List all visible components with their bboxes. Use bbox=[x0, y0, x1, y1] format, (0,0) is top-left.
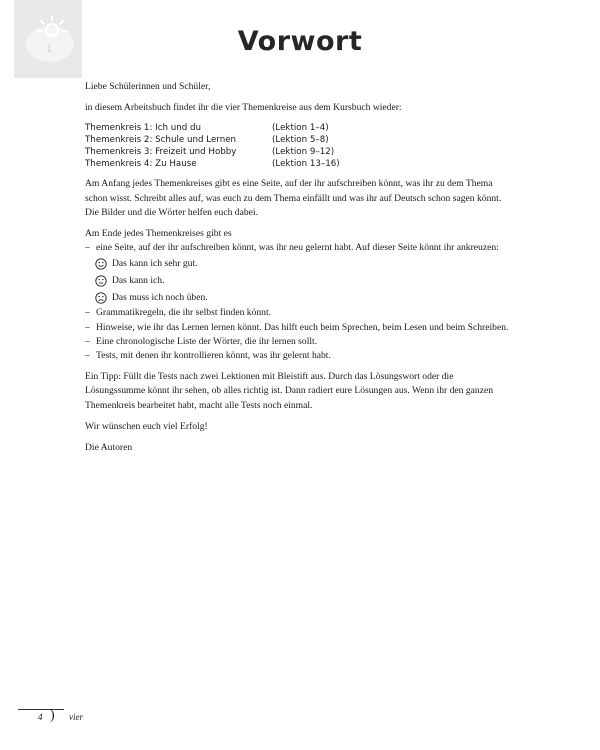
page-number-word: vier bbox=[69, 712, 83, 722]
themenkreis-name: Themenkreis 4: Zu Hause bbox=[85, 159, 197, 170]
themenkreis-name: Themenkreis 1: Ich und du bbox=[85, 123, 202, 134]
greeting: Liebe Schülerinnen und Schüler, bbox=[85, 81, 211, 92]
ende-intro: Am Ende jedes Themenkreises gibt es bbox=[85, 228, 232, 240]
list-item bbox=[85, 321, 515, 335]
list-item bbox=[85, 349, 515, 363]
themenkreis-row bbox=[85, 122, 515, 134]
themenkreis-list bbox=[85, 122, 515, 170]
sad-face-icon bbox=[95, 292, 107, 304]
list-dash: – bbox=[85, 242, 90, 254]
neutral-face-icon bbox=[95, 275, 107, 287]
list-item-text: Eine chronologische Liste der Wörter, die ihr lernen sollt. bbox=[96, 335, 318, 347]
signature: Die Autoren bbox=[85, 442, 133, 454]
themenkreis-lektion: (Lektion 9–12) bbox=[272, 147, 335, 158]
themenkreis-row bbox=[85, 158, 515, 170]
list-dash: – bbox=[85, 335, 90, 347]
foreword-body bbox=[85, 80, 515, 455]
list-item-text: Tests, mit denen ihr kontrollieren könnt, was ihr gelernt habt. bbox=[96, 350, 331, 362]
face-label: Das kann ich sehr gut. bbox=[112, 257, 198, 269]
themenkreis-name: Themenkreis 2: Schule und Lernen bbox=[85, 135, 237, 146]
face-row-happy bbox=[95, 255, 515, 272]
closing-text: Wir wünschen euch viel Erfolg! bbox=[85, 420, 208, 432]
list-item-text: Grammatikregeln, die ihr selbst finden könnt. bbox=[96, 307, 272, 319]
list-item-text: eine Seite, auf der ihr aufschreiben könnt, was ihr neu gelernt habt. Auf dieser Seite könnt ihr ankreuzen: bbox=[96, 242, 499, 254]
page-title: Vorwort bbox=[237, 26, 363, 57]
themenkreis-row bbox=[85, 146, 515, 158]
list-dash: – bbox=[85, 350, 90, 362]
themenkreis-name: Themenkreis 3: Freizeit und Hobby bbox=[85, 147, 237, 158]
list-item-text: Hinweise, wie ihr das Lernen lernen könnt. Das hilft euch beim Sprechen, beim Lesen und beim Schreiben. bbox=[96, 321, 509, 333]
face-row-sad bbox=[95, 289, 515, 306]
themenkreis-lektion: (Lektion 5–8) bbox=[272, 135, 329, 146]
face-label: Das kann ich. bbox=[112, 274, 165, 286]
themenkreis-row bbox=[85, 134, 515, 146]
svg-text:1: 1 bbox=[46, 44, 53, 55]
intro-text: in diesem Arbeitsbuch findet ihr die vier Themenkreise aus dem Kursbuch wieder: bbox=[85, 102, 402, 114]
list-item bbox=[85, 306, 515, 320]
list-dash: – bbox=[85, 321, 90, 333]
face-row-neutral bbox=[95, 272, 515, 289]
footer-bracket: ) bbox=[50, 708, 55, 723]
themenkreis-lektion: (Lektion 1–4) bbox=[272, 123, 329, 134]
list-item bbox=[85, 335, 515, 349]
happy-face-icon bbox=[95, 258, 107, 270]
footer-rule bbox=[18, 709, 64, 710]
tipp-paragraph: Ein Tipp: Füllt die Tests nach zwei Lektionen mit Bleistift aus. Durch das Lösungswort oder die Lösungssumme könnt ihr sehen, ob alles richtig ist. Dann radiert eure Lösungen aus. Wenn ihr den ganzen Themenkreis bearbeitet habt, macht alle Tests noch einmal. bbox=[85, 371, 494, 411]
list-item bbox=[85, 241, 515, 255]
themenkreis-lektion: (Lektion 13–16) bbox=[272, 159, 340, 170]
page-number: 4 bbox=[38, 712, 43, 722]
list-dash: – bbox=[85, 307, 90, 319]
anfang-paragraph: Am Anfang jedes Themenkreises gibt es eine Seite, auf der ihr aufschreiben könnt, was ihr zu dem Thema schon wisst. Schreibt alles auf, was euch zu dem Thema einfällt und was ihr auf Deutsch schon sagen könnt. Die Bilder und die Wörter helfen euch dabei. bbox=[85, 178, 502, 218]
face-label: Das muss ich noch üben. bbox=[112, 291, 208, 303]
